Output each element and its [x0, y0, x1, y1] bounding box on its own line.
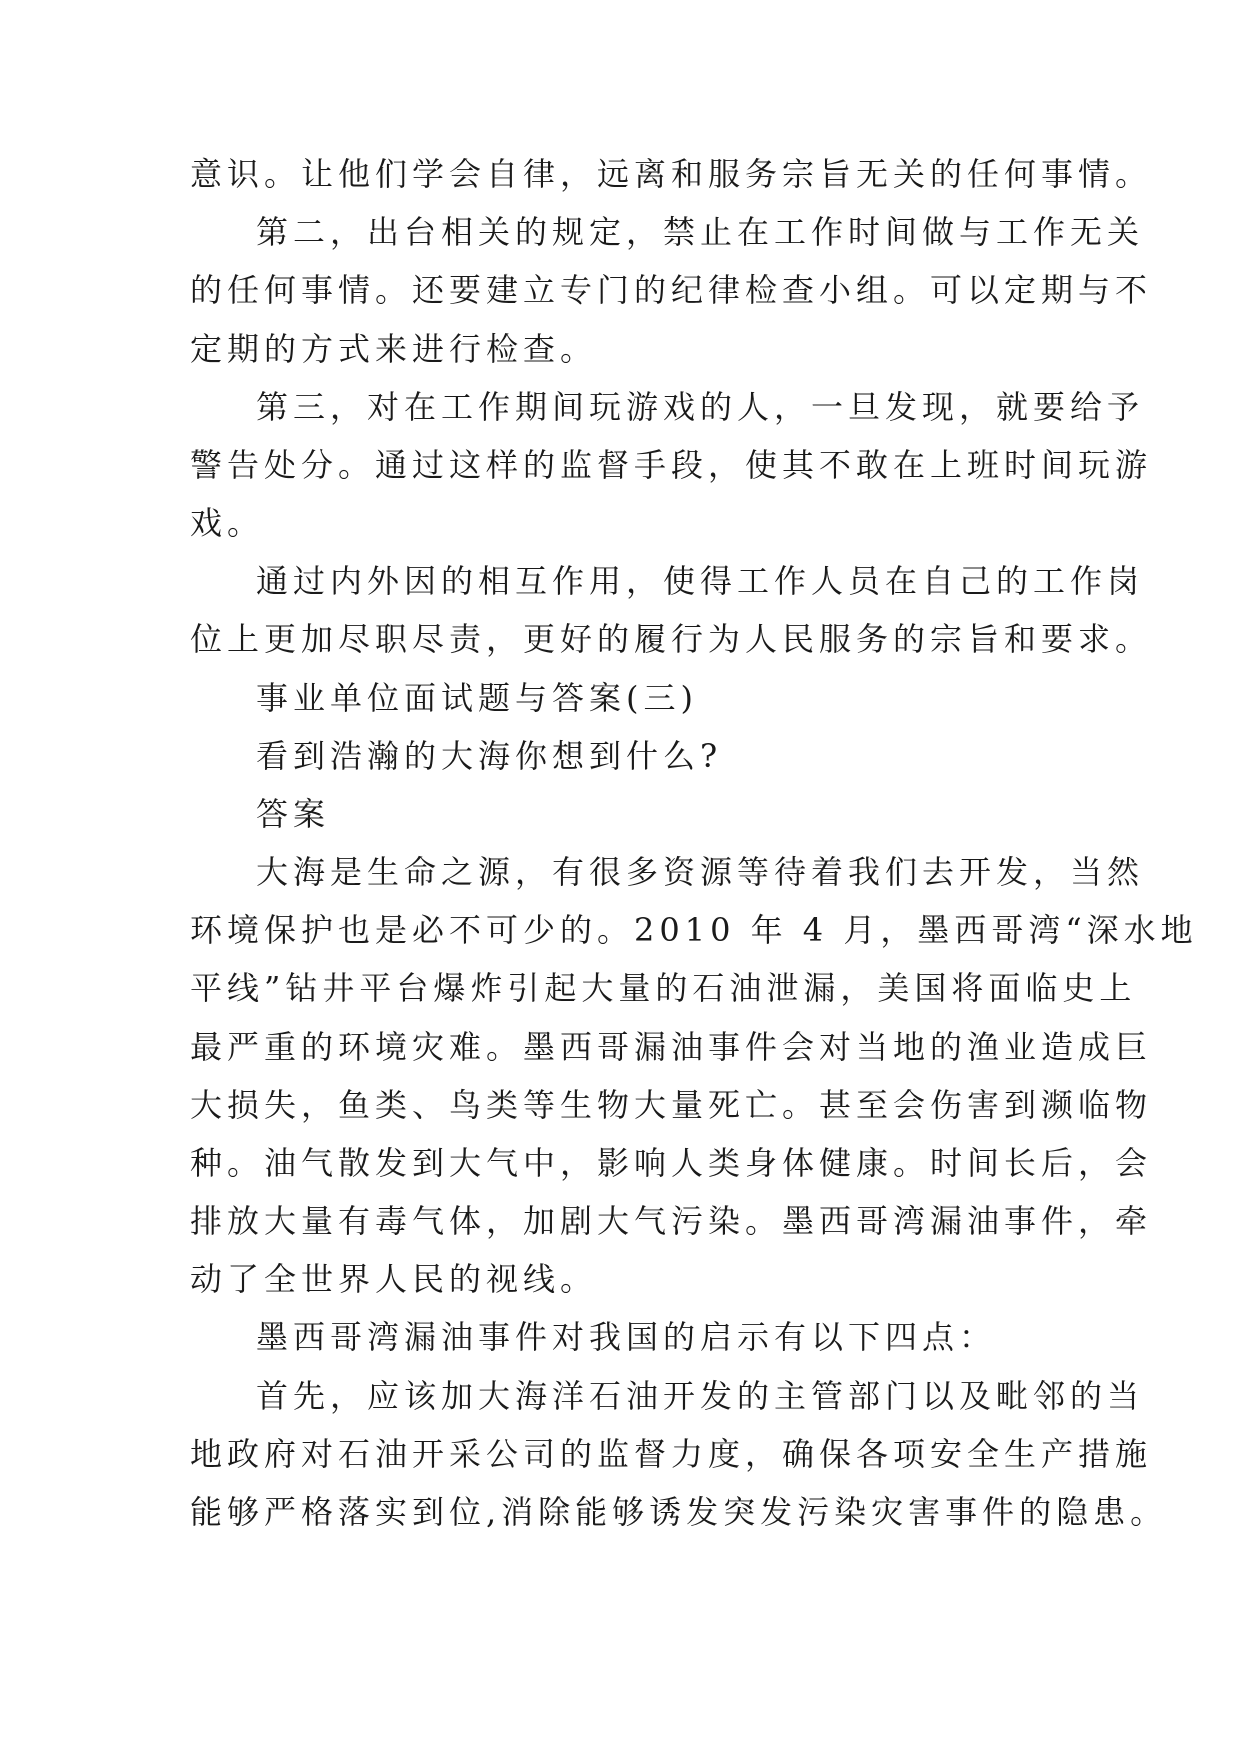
text-line: 第三，对在工作期间玩游戏的人，一旦发现，就要给予	[256, 388, 1145, 426]
text-line: 墨西哥湾漏油事件对我国的启示有以下四点：	[256, 1318, 997, 1356]
text-line: 首先，应该加大海洋石油开发的主管部门以及毗邻的当	[256, 1377, 1145, 1415]
text-line: 位上更加尽职尽责，更好的履行为人民服务的宗旨和要求。	[190, 620, 1153, 658]
text-line: 通过内外因的相互作用，使得工作人员在自己的工作岗	[256, 562, 1145, 600]
text-line: 地政府对石油开采公司的监督力度，确保各项安全生产措施	[190, 1435, 1153, 1473]
text-line: 意识。让他们学会自律，远离和服务宗旨无关的任何事情。	[190, 155, 1153, 193]
text-line: 定期的方式来进行检查。	[190, 330, 598, 368]
text-line: 平线”钻井平台爆炸引起大量的石油泄漏，美国将面临史上	[190, 969, 1137, 1007]
text-line: 动了全世界人民的视线。	[190, 1260, 598, 1298]
text-line: 大损失，鱼类、鸟类等生物大量死亡。甚至会伤害到濒临物	[190, 1086, 1153, 1124]
text-line: 能够严格落实到位,消除能够诱发突发污染灾害事件的隐患。	[190, 1493, 1168, 1531]
text-line: 警告处分。通过这样的监督手段，使其不敢在上班时间玩游	[190, 446, 1153, 484]
text-line: 第二，出台相关的规定，禁止在工作时间做与工作无关	[256, 213, 1145, 251]
section-heading: 事业单位面试题与答案(三)	[256, 679, 698, 717]
text-line: 种。油气散发到大气中，影响人类身体健康。时间长后，会	[190, 1144, 1153, 1182]
answer-label: 答案	[256, 795, 331, 833]
text-line: 大海是生命之源，有很多资源等待着我们去开发，当然	[256, 853, 1145, 891]
text-line: 环境保护也是必不可少的。2010 年 4 月，墨西哥湾“深水地	[190, 911, 1198, 949]
text-line: 排放大量有毒气体，加剧大气污染。墨西哥湾漏油事件，牵	[190, 1202, 1153, 1240]
text-line: 最严重的环境灾难。墨西哥漏油事件会对当地的渔业造成巨	[190, 1028, 1153, 1066]
question-text: 看到浩瀚的大海你想到什么?	[256, 737, 723, 775]
text-line: 的任何事情。还要建立专门的纪律检查小组。可以定期与不	[190, 271, 1153, 309]
text-line: 戏。	[190, 504, 265, 542]
